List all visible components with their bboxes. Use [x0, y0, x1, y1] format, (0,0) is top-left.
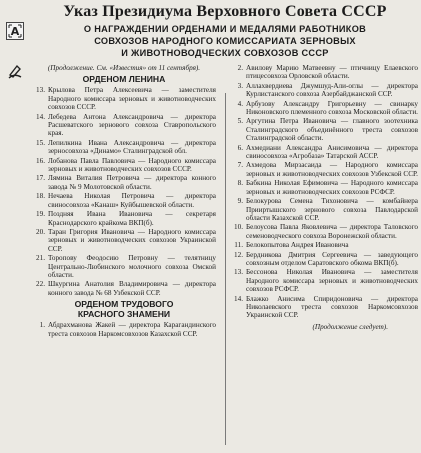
item-text: Авилову Марию Матвеевну — птичницу Елаевского птицесовхоза Орловской области. — [246, 64, 418, 81]
list-item — [230, 268, 418, 293]
item-number: 11. — [234, 241, 243, 250]
column-divider — [225, 93, 226, 445]
item-number: 2. — [237, 64, 243, 72]
list-item — [32, 280, 216, 297]
section-title: ОРДЕНОМ ЛЕНИНА — [82, 74, 166, 85]
item-text: Бердникова Дмитрия Сергеевича — заведующего совхозным отделом Саратовского обкома ВКП(б). — [246, 250, 418, 267]
list-item — [230, 100, 418, 117]
annotate-button[interactable] — [6, 62, 24, 80]
list-item — [32, 86, 216, 111]
list-item — [230, 241, 418, 249]
item-text: Нечаева Николая Петровича — директора свиносовхоза «Канаш» Куйбышевской области. — [48, 192, 216, 209]
item-text: Аргутина Петра Ивановича — главного зоотехника Сталинградского объединённого треста совхозов Сталинградской области. — [246, 117, 418, 143]
item-number: 20. — [36, 227, 45, 236]
item-number: 9. — [237, 197, 243, 206]
item-text: Лямина Виталия Петровича — директора конного завода № 9 Молотовской области. — [48, 174, 216, 191]
list-item — [32, 157, 216, 174]
list-item — [230, 64, 418, 81]
list-item — [230, 161, 418, 178]
item-number: 13. — [36, 86, 45, 95]
list-item — [32, 321, 216, 338]
list-item — [32, 113, 216, 138]
item-text: Таран Григория Ивановича — Народного комиссара зерновых и животноводческих совхозов Украинской ССР. — [48, 227, 216, 253]
item-number: 14. — [234, 294, 243, 303]
item-text: Аллахвердиева Джумшуд-Али-оглы — директора Курлистанского совхоза Азербайджанской ССР. — [246, 81, 418, 99]
item-text: Бабкина Николая Ефимовича — Народного комиссара зерновых и животноводческих совхозов РСФСР. — [246, 179, 418, 196]
item-text: Белокурова Семена Тихоновича — комбайнера Прииртышского зернового совхоза Павлодарской области Казахской ССР. — [246, 197, 418, 222]
item-text: Ахмедиани Александра Анисимовича — директора свиносовхоза «Агробаза» Татарской АССР. — [246, 143, 418, 161]
item-text: Абдрахманова Жакей — директора Карагандинского треста совхозов Наркомсовхозов Казахской ССР. — [48, 321, 216, 338]
item-text: Белокопытова Андрея Ивановича — [246, 241, 349, 250]
text-select-icon — [8, 24, 22, 38]
right-column — [230, 64, 418, 331]
list-item — [32, 210, 216, 227]
item-text: Лебедева Антона Александровича — директора Расшеватского зернового совхоза Ставропольского края. — [48, 112, 216, 138]
item-number: 22. — [36, 280, 45, 289]
item-number: 12. — [234, 250, 243, 259]
continuation-note: (Продолжение следует). — [312, 322, 388, 331]
item-text: Бессонова Николая Ивановича — заместителя Народного комиссара зерновых и животноводческих совхозов РСФСР. — [246, 268, 418, 294]
item-number: 19. — [36, 210, 45, 219]
list-item — [230, 295, 418, 320]
list-item — [32, 192, 216, 209]
item-number: 8. — [237, 179, 243, 188]
list-item — [32, 254, 216, 279]
item-text: Ахмедова Мирзасаида — Народного комиссара зерновых и животноводческих совхозов Узбекской ССР. — [246, 161, 418, 178]
newspaper-page — [30, 0, 420, 453]
item-number: 16. — [36, 156, 45, 165]
item-number: 18. — [36, 192, 45, 201]
item-number: 10. — [234, 223, 243, 232]
item-text: Торопову Феодосию Петровну — телятницу Центрально-Любинского молочного совхоза Омской области. — [48, 254, 216, 279]
item-number: 7. — [237, 161, 243, 170]
item-number: 6. — [237, 143, 243, 152]
list-item — [32, 228, 216, 253]
section-title: ОРДЕНОМ ТРУДОВОГО КРАСНОГО ЗНАМЕНИ — [74, 299, 174, 320]
item-text: Белоусова Павла Яковлевича — директора Таловского семеноводческого совхоза Воронежской области. — [246, 223, 418, 240]
item-number: 17. — [36, 174, 45, 183]
list-item — [230, 251, 418, 268]
item-number: 3. — [237, 81, 243, 90]
intro-note: (Продолжение. См. «Известия» от 11 сентября). — [47, 64, 201, 72]
item-text: Лобанова Павла Павловича — Народного комиссара зерновых и животноводческих совхозов СССР. — [48, 156, 216, 174]
item-number: 14. — [36, 112, 45, 121]
item-number: 5. — [237, 117, 243, 126]
list-item — [32, 139, 216, 156]
item-number: 21. — [36, 254, 45, 263]
decree-subtitle-line-3: И ЖИВОТНОВОДЧЕСКИХ СОВХОЗОВ СССР — [121, 48, 329, 58]
side-toolbar — [0, 0, 30, 110]
item-text: Лепилкина Ивана Александровича — директора зерносовхоза «Динамо» Сталинградской обл. — [48, 138, 216, 156]
item-number: 13. — [234, 268, 243, 277]
list-item — [32, 174, 216, 191]
list-item — [230, 197, 418, 222]
item-text: Поздняя Ивана Ивановича — секретаря Краснодарского крайкома ВКП(б). — [48, 210, 216, 227]
left-column — [32, 64, 216, 339]
item-text: Блажко Анисима Спиридоновича — директора Николаевского треста совхозов Наркомсовхозов Украинской ССР. — [246, 294, 418, 320]
decree-subtitle-line-2: СОВХОЗОВ НАРОДНОГО КОМИССАРИАТА ЗЕРНОВЫХ — [94, 36, 356, 46]
item-text: Шкургина Анатолия Владимировича — директора конного завода № 68 Узбекской ССР. — [48, 280, 216, 297]
item-text: Крылова Петра Алексеевича — заместителя Народного комиссара зерновых и животноводческих совхозов СССР. — [48, 86, 216, 112]
list-item — [230, 179, 418, 196]
list-item — [230, 223, 418, 240]
decree-subtitle-line-1: О НАГРАЖДЕНИИ ОРДЕНАМИ И МЕДАЛЯМИ РАБОТНИКОВ — [83, 24, 367, 34]
list-item — [230, 117, 418, 142]
list-item — [230, 144, 418, 161]
list-item — [230, 82, 418, 99]
pen-annotate-icon — [6, 62, 24, 80]
text-select-button[interactable] — [6, 22, 24, 40]
item-text: Арбузову Александру Григорьевну — свинарку Никоновского племенного совхоза Московской области. — [246, 99, 418, 117]
svg-text:A: A — [10, 25, 20, 38]
decree-title: Указ Президиума Верховного Совета СССР — [63, 3, 387, 20]
item-number: 4. — [237, 99, 243, 108]
item-number: 1. — [39, 321, 45, 330]
item-number: 15. — [36, 138, 45, 147]
